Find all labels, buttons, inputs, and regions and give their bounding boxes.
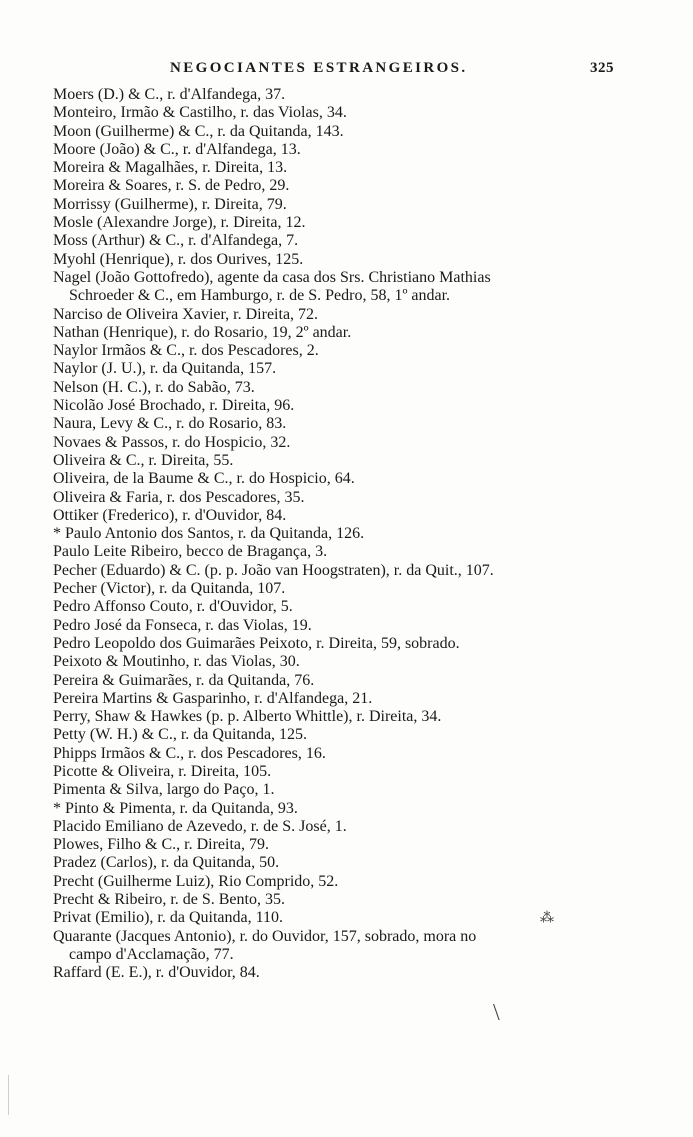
list-item <box>53 379 653 397</box>
list-item <box>53 324 653 342</box>
entry-text: Precht (Guilherme Luiz), Rio Comprido, 52. <box>53 872 339 890</box>
entry-text: Nelson (H. C.), r. do Sabão, 73. <box>53 378 255 396</box>
list-item <box>53 360 653 378</box>
entry-text: Oliveira & Faria, r. dos Pescadores, 35. <box>53 488 305 506</box>
list-item <box>53 562 653 580</box>
page-header <box>0 60 693 80</box>
entry-text: Naylor (J. U.), r. da Quitanda, 157. <box>53 360 277 378</box>
entry-text: Picotte & Oliveira, r. Direita, 105. <box>53 762 272 780</box>
entry-text: Myohl (Henrique), r. dos Ourives, 125. <box>53 250 304 268</box>
entry-continuation: Schroeder & C., em Hamburgo, r. de S. Pedro, 58, 1º andar. <box>69 287 451 305</box>
entry-text: Nathan (Henrique), r. do Rosario, 19, 2º andar. <box>53 323 352 341</box>
entry-text: Moon (Guilherme) & C., r. da Quitanda, 143. <box>53 122 344 140</box>
entry-text: Mosle (Alexandre Jorge), r. Direita, 12. <box>53 214 306 232</box>
entry-text: Plowes, Filho & C., r. Direita, 79. <box>53 836 269 854</box>
entry-text: Moreira & Soares, r. S. de Pedro, 29. <box>53 177 290 195</box>
list-item <box>53 214 653 232</box>
entry-text: Naylor Irmãos & C., r. dos Pescadores, 2. <box>53 342 319 360</box>
list-item <box>53 196 653 214</box>
entry-text: Pedro Leopoldo dos Guimarães Peixoto, r. Direita, 59, sobrado. <box>53 634 460 652</box>
list-item <box>53 708 653 726</box>
list-item <box>53 598 653 616</box>
list-item <box>53 543 653 561</box>
list-item <box>53 232 653 250</box>
entry-continuation: campo d'Acclamação, 77. <box>69 945 234 963</box>
list-item <box>53 177 653 195</box>
entry-text: * Pinto & Pimenta, r. da Quitanda, 93. <box>53 799 298 817</box>
list-item <box>53 726 653 744</box>
entry-text: * Paulo Antonio dos Santos, r. da Quitanda, 126. <box>53 525 365 543</box>
list-item <box>53 836 653 854</box>
list-item <box>53 763 653 781</box>
margin-line <box>8 1075 9 1115</box>
list-item <box>53 123 653 141</box>
list-item <box>53 269 653 306</box>
list-item <box>53 342 653 360</box>
directory-list <box>53 86 653 983</box>
entry-text: Peixoto & Moutinho, r. das Violas, 30. <box>53 653 300 671</box>
entry-text: Oliveira, de la Baume & C., r. do Hospicio, 64. <box>53 470 355 488</box>
list-item <box>53 690 653 708</box>
entry-text: Oliveira & C., r. Direita, 55. <box>53 451 234 469</box>
list-item <box>53 580 653 598</box>
list-item <box>53 635 653 653</box>
entry-text: Monteiro, Irmão & Castilho, r. das Violas, 34. <box>53 104 347 122</box>
list-item <box>53 964 653 982</box>
list-item <box>53 397 653 415</box>
list-item <box>53 745 653 763</box>
entry-text: Perry, Shaw & Hawkes (p. p. Alberto Whittle), r. Direita, 34. <box>53 708 442 726</box>
list-item <box>53 306 653 324</box>
entry-text: Nicolão José Brochado, r. Direita, 96. <box>53 397 295 415</box>
list-item <box>53 891 653 909</box>
list-item <box>53 251 653 269</box>
entry-text: Nagel (João Gottofredo), agente da casa dos Srs. Christiano Mathias <box>53 268 491 286</box>
list-item <box>53 525 653 543</box>
entry-text: Moss (Arthur) & C., r. d'Alfandega, 7. <box>53 232 299 250</box>
list-item <box>53 452 653 470</box>
entry-text: Petty (W. H.) & C., r. da Quitanda, 125. <box>53 726 308 744</box>
entry-text: Pecher (Victor), r. da Quitanda, 107. <box>53 580 286 598</box>
list-item <box>53 818 653 836</box>
list-item <box>53 489 653 507</box>
entry-text: Pecher (Eduardo) & C. (p. p. João van Hoogstraten), r. da Quit., 107. <box>53 561 494 579</box>
entry-text: Precht & Ribeiro, r. de S. Bento, 35. <box>53 891 285 909</box>
page-number: 325 <box>590 60 614 76</box>
entry-text: Novaes & Passos, r. do Hospicio, 32. <box>53 433 291 451</box>
running-title: NEGOCIANTES ESTRANGEIROS. <box>170 60 468 76</box>
entry-text: Raffard (E. E.), r. d'Ouvidor, 84. <box>53 964 260 982</box>
list-item <box>53 507 653 525</box>
list-item <box>53 928 653 965</box>
list-item <box>53 672 653 690</box>
list-item <box>53 470 653 488</box>
list-item <box>53 86 653 104</box>
entry-text: Quarante (Jacques Antonio), r. do Ouvidor, 157, sobrado, mora no <box>53 927 477 945</box>
list-item <box>53 854 653 872</box>
entry-text: Morrissy (Guilherme), r. Direita, 79. <box>53 195 287 213</box>
ink-stroke-icon: \ <box>493 1000 500 1026</box>
entry-text: Placido Emiliano de Azevedo, r. de S. José, 1. <box>53 817 347 835</box>
entry-text: Moers (D.) & C., r. d'Alfandega, 37. <box>53 86 286 103</box>
list-item <box>53 800 653 818</box>
entry-text: Ottiker (Frederico), r. d'Ouvidor, 84. <box>53 506 287 524</box>
ink-speck-icon: ⁂ <box>540 911 554 926</box>
entry-text: Pedro José da Fonseca, r. das Violas, 19. <box>53 616 312 634</box>
entry-text: Pradez (Carlos), r. da Quitanda, 50. <box>53 854 280 872</box>
entry-text: Pereira & Guimarães, r. da Quitanda, 76. <box>53 671 315 689</box>
list-item <box>53 617 653 635</box>
entry-text: Phipps Irmãos & C., r. dos Pescadores, 16. <box>53 744 326 762</box>
list-item <box>53 653 653 671</box>
list-item <box>53 415 653 433</box>
list-item <box>53 781 653 799</box>
entry-text: Privat (Emilio), r. da Quitanda, 110. <box>53 909 284 927</box>
list-item <box>53 159 653 177</box>
entry-text: Narciso de Oliveira Xavier, r. Direita, 72. <box>53 305 319 323</box>
entry-text: Pedro Affonso Couto, r. d'Ouvidor, 5. <box>53 598 293 616</box>
entry-text: Pereira Martins & Gasparinho, r. d'Alfandega, 21. <box>53 689 373 707</box>
list-item <box>53 434 653 452</box>
list-item <box>53 873 653 891</box>
list-item <box>53 909 653 927</box>
entry-text: Paulo Leite Ribeiro, becco de Bragança, 3. <box>53 543 328 561</box>
list-item <box>53 141 653 159</box>
entry-text: Moreira & Magalhães, r. Direita, 13. <box>53 159 288 177</box>
entry-text: Moore (João) & C., r. d'Alfandega, 13. <box>53 140 301 158</box>
entry-text: Naura, Levy & C., r. do Rosario, 83. <box>53 415 287 433</box>
entry-text: Pimenta & Silva, largo do Paço, 1. <box>53 781 275 799</box>
list-item <box>53 104 653 122</box>
